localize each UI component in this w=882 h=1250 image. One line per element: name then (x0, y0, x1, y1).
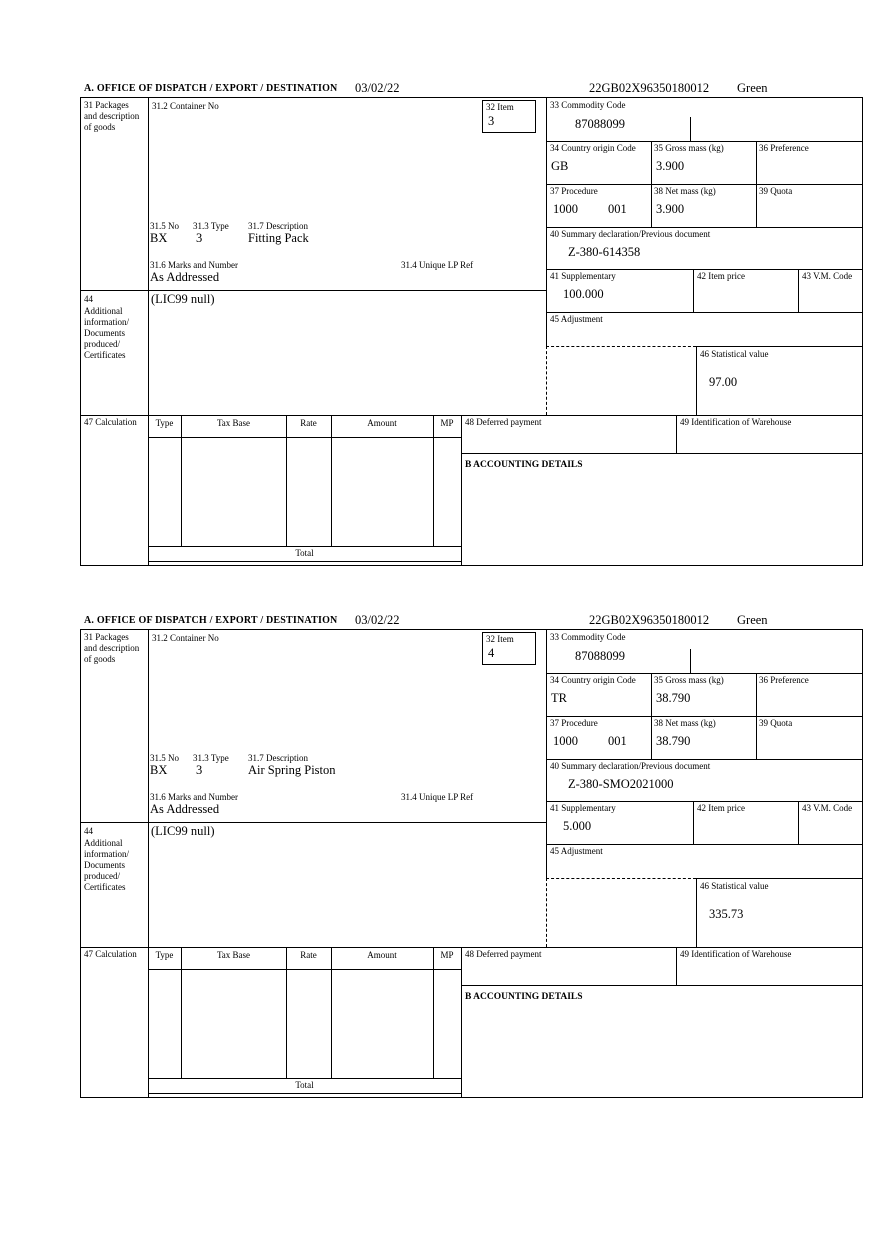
box46-label: 46 Statistical value (700, 881, 769, 891)
box40-label: 40 Summary declaration/Previous document (550, 229, 711, 239)
calc-col-amount: Amount (367, 418, 397, 428)
box36-label: 36 Preference (759, 675, 809, 685)
calc-col-amount: Amount (367, 950, 397, 960)
commodity-code-tick-line (690, 649, 691, 673)
box44-number: 44 (84, 826, 93, 836)
office-of-dispatch-label: A. OFFICE OF DISPATCH / EXPORT / DESTINATION (84, 83, 338, 94)
divider-line (546, 759, 862, 760)
divider-line (81, 290, 546, 291)
divider-line (546, 878, 547, 947)
calc-col-mp: MP (440, 418, 454, 428)
box47-label: 47 Calculation (84, 417, 137, 427)
declaration-form-box (80, 629, 863, 1098)
box42-label: 42 Item price (697, 803, 745, 813)
box43-label: 43 V.M. Code (802, 271, 853, 281)
divider-line (696, 878, 862, 879)
packages-type: 3 (196, 231, 203, 245)
dispatch-date: 03/02/22 (355, 613, 400, 627)
box33-label: 33 Commodity Code (550, 632, 626, 642)
sad-declaration-copy (80, 612, 863, 1098)
additional-information: (LIC99 null) (151, 824, 215, 838)
box31-label: 31 Packages and description of goods (84, 100, 140, 132)
gross-mass: 38.790 (656, 691, 691, 705)
divider-line (148, 630, 149, 1097)
box41-label: 41 Supplementary (550, 271, 616, 281)
box43-label: 43 V.M. Code (802, 803, 853, 813)
box32-label: 32 Item (486, 102, 514, 112)
calc-col-tax-base: Tax Base (216, 418, 251, 428)
box37-label: 37 Procedure (550, 718, 598, 728)
procedure-code: 1000 (553, 734, 578, 748)
supplementary-units: 5.000 (563, 819, 592, 833)
calc-col-mp: MP (440, 950, 454, 960)
divider-line (696, 346, 697, 415)
divider-line (331, 415, 332, 546)
divider-line (693, 269, 694, 312)
divider-line (798, 801, 799, 844)
marks-and-numbers: As Addressed (150, 270, 220, 284)
box49-label: 49 Identification of Warehouse (680, 417, 792, 427)
divider-line (148, 969, 461, 970)
item-number: 4 (488, 646, 495, 660)
box48-label: 48 Deferred payment (465, 949, 542, 959)
divider-line (693, 801, 694, 844)
goods-description: Fitting Pack (248, 231, 309, 245)
box32-item-box (482, 100, 536, 133)
routing-status: Green (737, 613, 768, 627)
divider-line (181, 947, 182, 1078)
box35-label: 35 Gross mass (kg) (654, 143, 724, 153)
box31-6-label: 31.6 Marks and Number (150, 792, 238, 802)
calc-col-rate: Rate (300, 950, 317, 960)
routing-status: Green (737, 81, 768, 95)
net-mass: 3.900 (656, 202, 685, 216)
divider-line (676, 947, 677, 985)
calc-col-type: Type (155, 418, 174, 428)
divider-line (81, 415, 862, 416)
box45-label: 45 Adjustment (550, 314, 603, 324)
divider-line (148, 98, 149, 565)
divider-line (461, 453, 862, 454)
divider-line (81, 947, 862, 948)
dispatch-date: 03/02/22 (355, 81, 400, 95)
previous-document: Z-380-SMO2021000 (568, 777, 674, 791)
item-number: 3 (488, 114, 495, 128)
divider-line (331, 947, 332, 1078)
divider-line (546, 844, 862, 845)
box31-7-label: 31.7 Description (248, 753, 308, 763)
box31-label: 31 Packages and description of goods (84, 632, 140, 664)
divider-line (546, 673, 862, 674)
calc-col-rate: Rate (300, 418, 317, 428)
supplementary-units: 100.000 (563, 287, 604, 301)
box47-label: 47 Calculation (84, 949, 137, 959)
box31-4-label: 31.4 Unique LP Ref (401, 792, 474, 802)
box39-label: 39 Quota (759, 186, 793, 196)
box39-label: 39 Quota (759, 718, 793, 728)
box40-label: 40 Summary declaration/Previous document (550, 761, 711, 771)
divider-line (181, 415, 182, 546)
divider-line (433, 415, 434, 546)
divider-line (286, 947, 287, 1078)
divider-line (433, 947, 434, 1078)
box38-label: 38 Net mass (kg) (654, 186, 716, 196)
divider-line (461, 985, 862, 986)
box32-item-box (482, 632, 536, 665)
divider-line (696, 878, 697, 947)
packages-type: 3 (196, 763, 203, 777)
divider-line (546, 227, 862, 228)
sad-declaration-copy (80, 80, 863, 566)
box38-label: 38 Net mass (kg) (654, 718, 716, 728)
previous-document: Z-380-614358 (568, 245, 641, 259)
box44-number: 44 (84, 294, 93, 304)
divider-line (546, 98, 547, 346)
calc-total-label: Total (295, 1080, 314, 1090)
divider-line (148, 561, 461, 562)
box44-label: Additional information/ Documents produced/ Certificates (84, 306, 129, 360)
box34-label: 34 Country origin Code (550, 675, 636, 685)
statistical-value: 335.73 (709, 907, 744, 921)
procedure-code-extra: 001 (608, 734, 627, 748)
box36-label: 36 Preference (759, 143, 809, 153)
declaration-reference: 22GB02X96350180012 (589, 613, 710, 627)
packages-no: BX (150, 231, 168, 245)
divider-line (148, 1078, 461, 1079)
marks-and-numbers: As Addressed (150, 802, 220, 816)
statistical-value: 97.00 (709, 375, 738, 389)
divider-line (81, 822, 546, 823)
divider-line (546, 878, 696, 879)
divider-line (546, 269, 862, 270)
divider-line (148, 1093, 461, 1094)
commodity-code: 87088099 (575, 649, 625, 663)
box33-label: 33 Commodity Code (550, 100, 626, 110)
accounting-details-label: B ACCOUNTING DETAILS (465, 992, 583, 1002)
divider-line (286, 415, 287, 546)
box31-2-label: 31.2 Container No (152, 101, 219, 111)
net-mass: 38.790 (656, 734, 691, 748)
box35-label: 35 Gross mass (kg) (654, 675, 724, 685)
divider-line (546, 346, 696, 347)
calc-col-tax-base: Tax Base (216, 950, 251, 960)
box42-label: 42 Item price (697, 271, 745, 281)
country-origin-code: GB (551, 159, 569, 173)
divider-line (798, 269, 799, 312)
box37-label: 37 Procedure (550, 186, 598, 196)
box31-7-label: 31.7 Description (248, 221, 308, 231)
divider-line (546, 184, 862, 185)
additional-information: (LIC99 null) (151, 292, 215, 306)
box49-label: 49 Identification of Warehouse (680, 949, 792, 959)
gross-mass: 3.900 (656, 159, 685, 173)
calc-total-label: Total (295, 548, 314, 558)
divider-line (546, 312, 862, 313)
declaration-reference: 22GB02X96350180012 (589, 81, 710, 95)
goods-description: Air Spring Piston (248, 763, 336, 777)
calc-col-type: Type (155, 950, 174, 960)
divider-line (148, 546, 461, 547)
office-of-dispatch-label: A. OFFICE OF DISPATCH / EXPORT / DESTINATION (84, 615, 338, 626)
procedure-code-extra: 001 (608, 202, 627, 216)
divider-line (461, 947, 462, 1097)
box48-label: 48 Deferred payment (465, 417, 542, 427)
packages-no: BX (150, 763, 168, 777)
box34-label: 34 Country origin Code (550, 143, 636, 153)
commodity-code: 87088099 (575, 117, 625, 131)
box31-5-label: 31.5 No (150, 753, 179, 763)
divider-line (546, 801, 862, 802)
country-origin-code: TR (551, 691, 567, 705)
box31-3-label: 31.3 Type (193, 753, 229, 763)
box46-label: 46 Statistical value (700, 349, 769, 359)
procedure-code: 1000 (553, 202, 578, 216)
box31-3-label: 31.3 Type (193, 221, 229, 231)
divider-line (546, 716, 862, 717)
box41-label: 41 Supplementary (550, 803, 616, 813)
box44-label: Additional information/ Documents produced/ Certificates (84, 838, 129, 892)
divider-line (461, 415, 462, 565)
commodity-code-tick-line (690, 117, 691, 141)
box31-2-label: 31.2 Container No (152, 633, 219, 643)
box31-4-label: 31.4 Unique LP Ref (401, 260, 474, 270)
box32-label: 32 Item (486, 634, 514, 644)
declaration-form-box (80, 97, 863, 566)
divider-line (696, 346, 862, 347)
divider-line (676, 415, 677, 453)
divider-line (546, 141, 862, 142)
box31-5-label: 31.5 No (150, 221, 179, 231)
divider-line (546, 630, 547, 878)
divider-line (546, 346, 547, 415)
divider-line (148, 437, 461, 438)
box31-6-label: 31.6 Marks and Number (150, 260, 238, 270)
accounting-details-label: B ACCOUNTING DETAILS (465, 460, 583, 470)
box45-label: 45 Adjustment (550, 846, 603, 856)
